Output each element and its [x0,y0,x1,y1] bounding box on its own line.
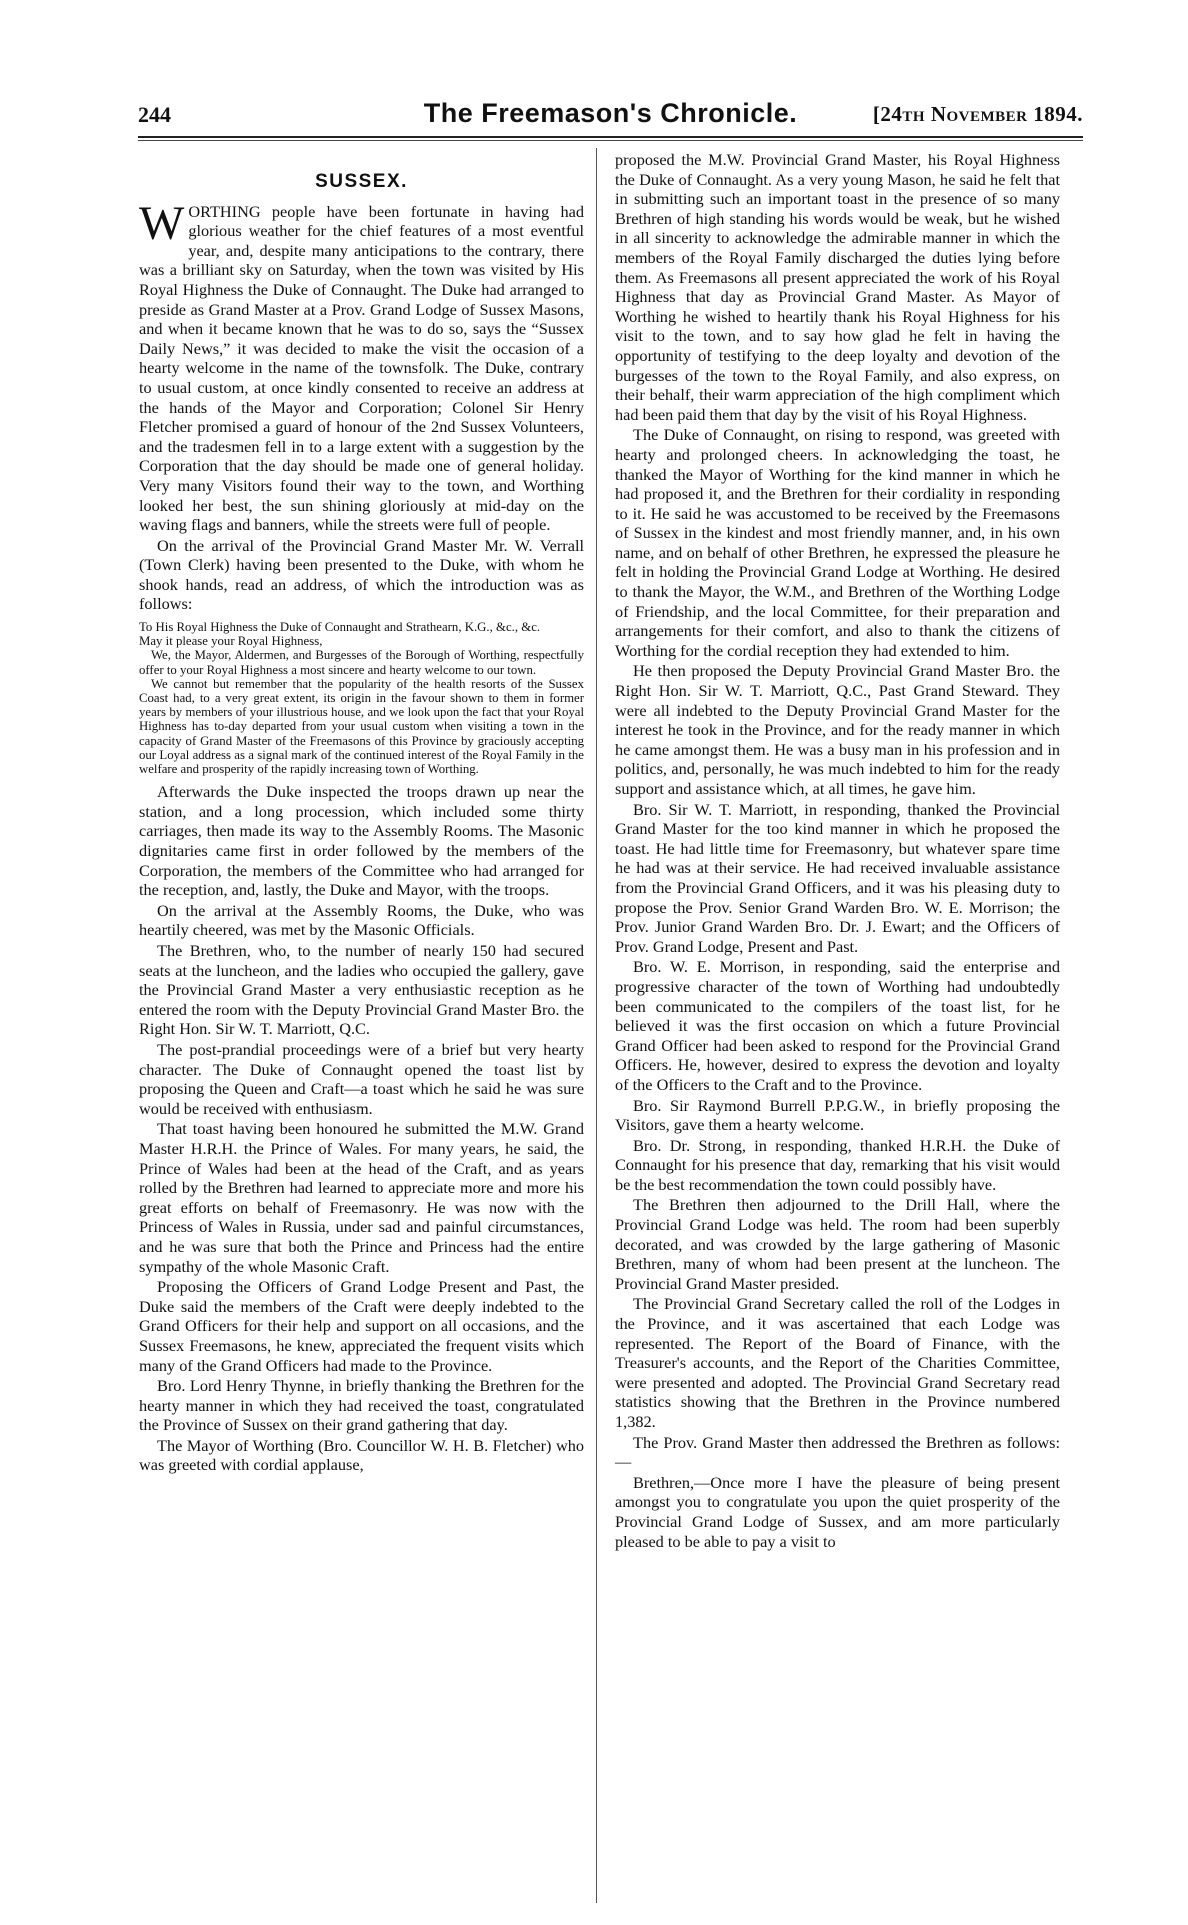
article-paragraph: The Duke of Connaught, on rising to respond, was greeted with hearty and prolonged cheers. In acknowledging the toast, he thanked the Mayor of Worthing for the kind manner in which he had proposed it, and the Brethren for their cordiality in responding to it. He said he was accustomed to be received by the Freemasons of Sussex in the kindest and most friendly manner, and, in his own name, and on behalf of other Brethren, he expressed the pleasure he felt in holding the Provincial Grand Lodge at Worthing. He desired to thank the Mayor, the W.M., and Brethren of the Worthing Lodge of Friendship, and the local Committee, for their preparation and arrangements for their comfort, and also to thank the citizens of Worthing for the cordial reception they had extended to him. [615,425,1060,660]
page-number: 244 [138,102,171,127]
header-rule-thin [138,140,1083,141]
column-divider [596,148,597,1903]
article-title: SUSSEX. [315,171,408,192]
article-paragraph: Bro. Sir W. T. Marriott, in responding, thanked the Provincial Grand Master for the too kind manner in which he proposed the toast. He had little time for Freemasonry, but whatever spare time he had was at their service. He had received invaluable assistance from the Provincial Grand Officers, and it was his pleasing duty to propose the Prov. Senior Grand Warden Bro. W. E. Morrison; the Prov. Junior Grand Warden Bro. Dr. J. Ewart; and the Officers of Prov. Grand Lodge, Present and Past. [615,799,1060,956]
page-header [138,98,1083,134]
article-paragraph: On the arrival of the Provincial Grand Master Mr. W. Verrall (Town Clerk) having been presented to the Duke, with whom he shook hands, read an address, of which the introduction was as follows: [139,535,584,614]
address-line: We, the Mayor, Aldermen, and Burgesses of the Borough of Worthing, respectfully offer to your Royal Highness a most sincere and hearty welcome to our town. [139,648,584,677]
article-paragraph: The Brethren then adjourned to the Drill Hall, where the Provincial Grand Lodge was held. The room had been superbly decorated, and was crowded by the large gathering of Masonic Brethren, many of whom had been present at the luncheon. The Provincial Grand Master presided. [615,1195,1060,1293]
address-line: We cannot but remember that the popularity of the health resorts of the Sussex Coast had, to a very great extent, its origin in the favour shown to them in former years by members of your illustrious house, and we look upon the fact that your Royal Highness has to-day departed from your usual custom when visiting a town in the capacity of Grand Master of the Freemasons of this Province by graciously accepting our Loyal address as a signal mark of the continued interest of the Royal Family in the welfare and prosperity of the rapidly increasing town of Worthing. [139,676,584,777]
left-column [139,150,584,1476]
article-paragraph: proposed the M.W. Provincial Grand Master, his Royal Highness the Duke of Connaught. As a very young Mason, he said he felt that in submitting such an important toast in the presence of so many Brethren of high standing his words would be weak, but he wished in all sincerity to acknowledge the admirable manner in which the members of the Royal Family discharged the duties lying before them. As Freemasons all present appreciated the work of his Royal Highness that day as Provincial Grand Master. As Mayor of Worthing he wished to heartily thank his Royal Highness for his visit to the town, and to say how glad he felt in having the opportunity of testifying to the deep loyalty and devotion of the burgesses of the town to the Royal Family, and also express, on their behalf, their warm appreciation of the high compliment which had been paid them that day by the visit of his Royal Highness. [615,150,1060,424]
article-paragraph: He then proposed the Deputy Provincial Grand Master Bro. the Right Hon. Sir W. T. Marriott, Q.C., Past Grand Steward. They were all indebted to the Deputy Provincial Grand Master for the interest he took in the Province, and for the ready manner in which he came amongst them. He was a busy man in his profession and in politics, and, personally, he was much indebted to him for the ready support and assistance which, at all times, he gave him. [615,661,1060,798]
paragraph-text: ORTHING people have been fortunate in having had glorious weather for the chief features of a most eventful year, and, despite many anticipations to the contrary, there was a brilliant sky on Saturday, when the town was visited by His Royal Highness the Duke of Connaught. The Duke had arranged to preside as Grand Master at a Prov. Grand Lodge of Sussex Masons, and when it became known that he was to do so, says the “Sussex Daily News,” it was decided to make the visit the occasion of a hearty welcome in the name of the townsfolk. The Duke, contrary to usual custom, at once kindly consented to receive an address at the hands of the Mayor and Corporation; Colonel Sir Henry Fletcher promised a guard of honour of the 2nd Sussex Volunteers, and the tradesmen fell in to a large extent with a suggestion by the Corporation that the day should be made one of general holiday. Very many Visitors found their way to the town, and Worthing looked her best, the sun shining gloriously at mid-day on the waving flags and banners, while the streets were full of people. [139,201,584,535]
address-line: To His Royal Highness the Duke of Connaught and Strathearn, K.G., &c., &c. [139,620,541,635]
drop-cap: W [139,196,185,250]
article-paragraph: Afterwards the Duke inspected the troops drawn up near the station, and a long procession, which included some thirty carriages, then made its way to the Assembly Rooms. The Masonic dignitaries came first in order followed by the members of the Corporation, the members of the Committee who had arranged for the reception, and, lastly, the Duke and Mayor, with the troops. [139,782,584,900]
article-paragraph: The Prov. Grand Master then addressed the Brethren as follows:— [615,1432,1060,1472]
article-paragraph: The Provincial Grand Secretary called the roll of the Lodges in the Province, and it was ascertained that each Lodge was represented. The Report of the Board of Finance, with the Treasurer's accounts, and the Report of the Charities Committee, were presented and adopted. The Provincial Grand Secretary read statistics showing that the Brethren in the Province numbered 1,382. [615,1294,1060,1431]
article-paragraph: Brethren,—Once more I have the pleasure of being present amongst you to congratulate you upon the quiet prosperity of the Provincial Grand Lodge of Sussex, and am more particularly pleased to be able to pay a visit to [615,1472,1060,1551]
article-paragraph: Bro. Sir Raymond Burrell P.P.G.W., in briefly proposing the Visitors, gave them a hearty welcome. [615,1095,1060,1135]
article-paragraph: The Brethren, who, to the number of nearly 150 had secured seats at the luncheon, and the ladies who occupied the gallery, gave the Provincial Grand Master a very enthusiastic reception as he entered the room with the Deputy Provincial Grand Master Bro. the Right Hon. Sir W. T. Marriott, Q.C. [139,941,584,1039]
right-column [615,150,1060,1552]
address-line: May it please your Royal Highness, [139,634,323,649]
article-paragraph: Proposing the Officers of Grand Lodge Present and Past, the Duke said the members of the Craft were deeply indebted to the Grand Officers for their help and support on all occasions, and the Sussex Freemasons, he knew, appreciated the frequent visits which many of the Grand Officers had made to the Province. [139,1277,584,1375]
article-paragraph: Bro. Lord Henry Thynne, in briefly thanking the Brethren for the hearty manner in which they had received the toast, congratulated the Province of Sussex on their grand gathering that day. [139,1376,584,1435]
article-paragraph: The Mayor of Worthing (Bro. Councillor W. H. B. Fletcher) who was greeted with cordial applause, [139,1435,584,1475]
article-paragraph: That toast having been honoured he submitted the M.W. Grand Master H.R.H. the Prince of Wales. For many years, he said, the Prince of Wales had been at the head of the Craft, and as years rolled by the Brethren had learned to appreciate more and more his great efforts on behalf of Freemasonry. He was now with the Princess of Wales in Russia, under sad and painful circumstances, and he was sure that both the Prince and Princess had the entire sympathy of the whole Masonic Craft. [139,1119,584,1276]
publication-title: The Freemason's Chronicle. [423,98,798,128]
article-paragraph [139,196,584,535]
article-paragraph: Bro. W. E. Morrison, in responding, said the enterprise and progressive character of the town of Worthing had undoubtedly been communicated to the compilers of the toast list, for he believed it was the first occasion on which a future Provincial Grand Officer had been asked to respond for the Provincial Grand Officers. He, however, desired to express the devotion and loyalty of the Officers to the Craft and to the Province. [615,957,1060,1094]
article-paragraph: Bro. Dr. Strong, in responding, thanked H.R.H. the Duke of Connaught for his presence that day, remarking that his visit would be the best recommendation the town could possibly have. [615,1135,1060,1194]
mayoral-address [139,620,584,776]
article-paragraph: On the arrival at the Assembly Rooms, the Duke, who was heartily cheered, was met by the Masonic Officials. [139,900,584,940]
article-paragraph: The post-prandial proceedings were of a brief but very hearty character. The Duke of Connaught opened the toast list by proposing the Queen and Craft—a toast which he said he was sure would be received with enthusiasm. [139,1040,584,1118]
header-rule [138,136,1083,138]
issue-date: [24th November 1894. [872,102,1083,126]
